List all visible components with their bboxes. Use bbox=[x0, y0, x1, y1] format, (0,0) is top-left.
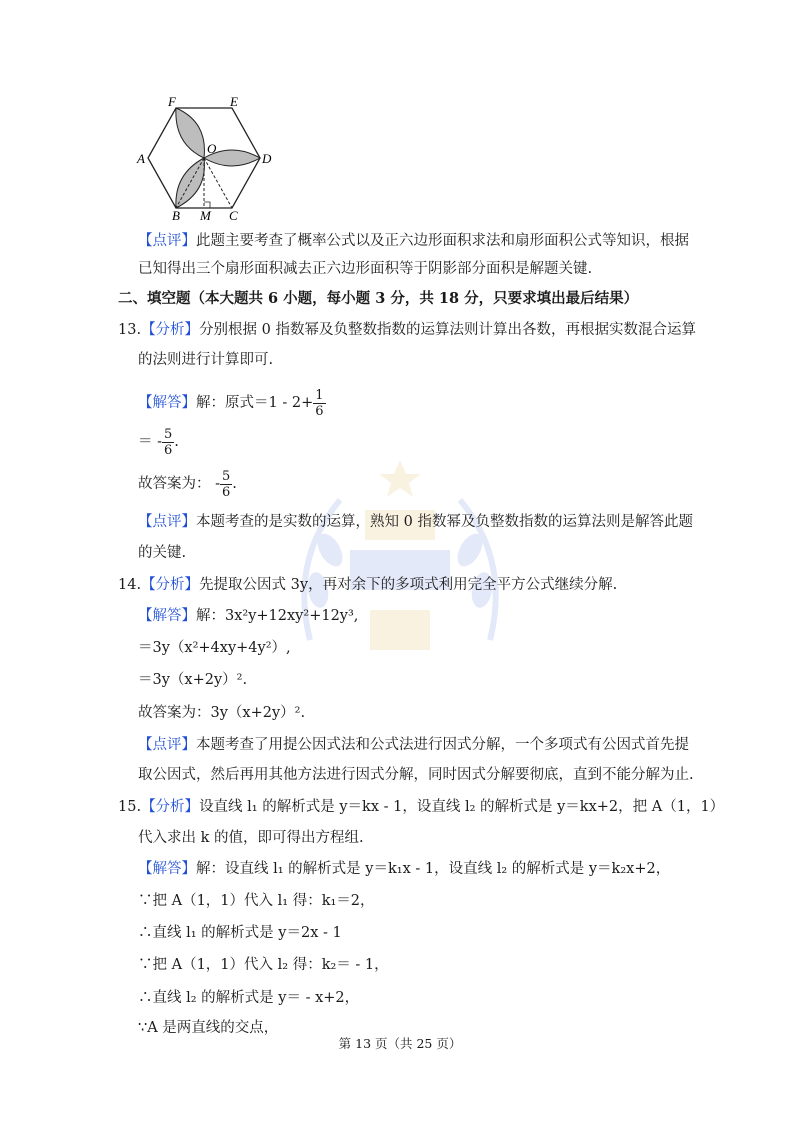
fraction: $\frac{5}{6}$ bbox=[222, 468, 231, 500]
q13-answer-line bbox=[138, 385, 326, 421]
q14-step1: ＝3y（x²+4xy+4y²）, bbox=[138, 640, 291, 656]
q13-analysis-line1 bbox=[118, 320, 696, 340]
question-number: 14. bbox=[118, 577, 142, 593]
q13-step2: ＝ - $\frac{5}{6}$ . bbox=[138, 426, 179, 458]
expression: 3x²y+12xy²+12y³, bbox=[225, 608, 359, 624]
q15-analysis-line2: 代入求出 k 的值，即可得出方程组. bbox=[138, 830, 364, 846]
petal-upper bbox=[176, 108, 205, 158]
label-f: F bbox=[168, 94, 176, 109]
section-title: 二、填空题（本大题共 6 小题，每小题 3 分，共 18 分，只要求填出最后结果） bbox=[118, 290, 639, 307]
q14-final: 故答案为：3y（x+2y）². bbox=[138, 705, 306, 721]
q15-answer bbox=[138, 859, 670, 879]
label-b: B bbox=[172, 208, 180, 223]
label-c: C bbox=[229, 208, 238, 223]
analysis-text: 先提取公因式 3y，再对余下的多项式利用完全平方公式继续分解. bbox=[199, 577, 618, 593]
q15-analysis-line1 bbox=[118, 797, 724, 817]
q15-step4: ∴直线 l₂ 的解析式是 y＝ - x+2， bbox=[138, 990, 360, 1006]
q14-answer bbox=[138, 606, 358, 626]
q15-step3: ∵把 A（1，1）代入 l₂ 得：k₂＝ - 1， bbox=[138, 957, 389, 973]
review-text: 本题考查了用提公因式法和公式法进行因式分解，一个多项式有公因式首先提 bbox=[196, 737, 689, 753]
q13-final: 故答案为： - $\frac{5}{6}$ . bbox=[138, 468, 237, 500]
hexagon-figure bbox=[130, 92, 290, 224]
q15-step1: ∵把 A（1，1）代入 l₁ 得：k₁＝2， bbox=[138, 893, 375, 909]
petal-lower bbox=[176, 158, 205, 208]
label-e: E bbox=[230, 94, 238, 109]
review-text: 此题主要考查了概率公式以及正六边形面积求法和扇形面积公式等知识，根据 bbox=[196, 233, 689, 249]
analysis-tag: 【分析】 bbox=[141, 322, 200, 338]
analysis-tag: 【分析】 bbox=[141, 577, 200, 593]
q14-review-line1 bbox=[138, 735, 689, 755]
q13-analysis-line2 bbox=[138, 350, 273, 370]
review12-line1 bbox=[138, 231, 689, 251]
review-text: 的关键. bbox=[138, 545, 187, 561]
page-footer: 第 13 页（共 25 页） bbox=[338, 1036, 462, 1051]
question-number: 15. bbox=[118, 799, 142, 815]
watermark-emblem bbox=[270, 440, 530, 700]
q15-step5: ∵A 是两直线的交点， bbox=[138, 1020, 279, 1036]
answer-tag: 【解答】 bbox=[138, 395, 196, 411]
review-tag: 【点评】 bbox=[138, 514, 196, 530]
analysis-tag: 【分析】 bbox=[141, 799, 200, 815]
review-text: 本题考查的是实数的运算，熟知 0 指数幂及负整数指数的运算法则是解答此题 bbox=[196, 514, 693, 530]
review-text: 已知得出三个扇形面积减去正六边形面积等于阴影部分面积是解题关键. bbox=[138, 261, 593, 277]
q13-review-line1 bbox=[138, 512, 693, 532]
answer-tag: 【解答】 bbox=[138, 608, 196, 624]
review-tag: 【点评】 bbox=[138, 233, 196, 249]
step-text: ＝ - bbox=[138, 434, 163, 450]
analysis-text: 设直线 l₁ 的解析式是 y＝kx - 1，设直线 l₂ 的解析式是 y＝kx+2，把 A（1，1） bbox=[199, 799, 725, 815]
answer-tag: 【解答】 bbox=[138, 861, 196, 877]
review-tag: 【点评】 bbox=[138, 737, 196, 753]
label-d: D bbox=[262, 151, 272, 166]
answer-text: 解： bbox=[196, 608, 225, 624]
analysis-text: 分别根据 0 指数幂及负整数指数的运算法则计算出各数，再根据实数混合运算 bbox=[199, 322, 697, 338]
fraction: $\frac{5}{6}$ bbox=[164, 426, 173, 458]
answer-text: 解：设直线 l₁ 的解析式是 y＝k₁x - 1，设直线 l₂ 的解析式是 y＝k₂x+2， bbox=[196, 861, 671, 877]
q14-review-line2: 取公因式，然后再用其他方法进行因式分解，同时因式分解要彻底，直到不能分解为止. bbox=[138, 767, 694, 783]
q14-analysis bbox=[118, 575, 617, 595]
analysis-text: 的法则进行计算即可. bbox=[138, 352, 274, 368]
q13-review-line2 bbox=[138, 543, 186, 563]
q15-step2: ∴直线 l₁ 的解析式是 y＝2x - 1 bbox=[138, 925, 342, 941]
label-o: O bbox=[207, 141, 217, 156]
review12-line2 bbox=[138, 259, 592, 279]
label-a: A bbox=[137, 151, 145, 166]
q14-step2: ＝3y（x+2y）². bbox=[138, 672, 248, 688]
label-m: M bbox=[200, 208, 211, 223]
question-number: 13. bbox=[118, 322, 142, 338]
final-text: 故答案为： - bbox=[138, 476, 221, 492]
answer-text: 解：原式＝1 - 2+ bbox=[196, 395, 314, 411]
fraction: $\frac{1}{6}$ bbox=[315, 387, 324, 419]
